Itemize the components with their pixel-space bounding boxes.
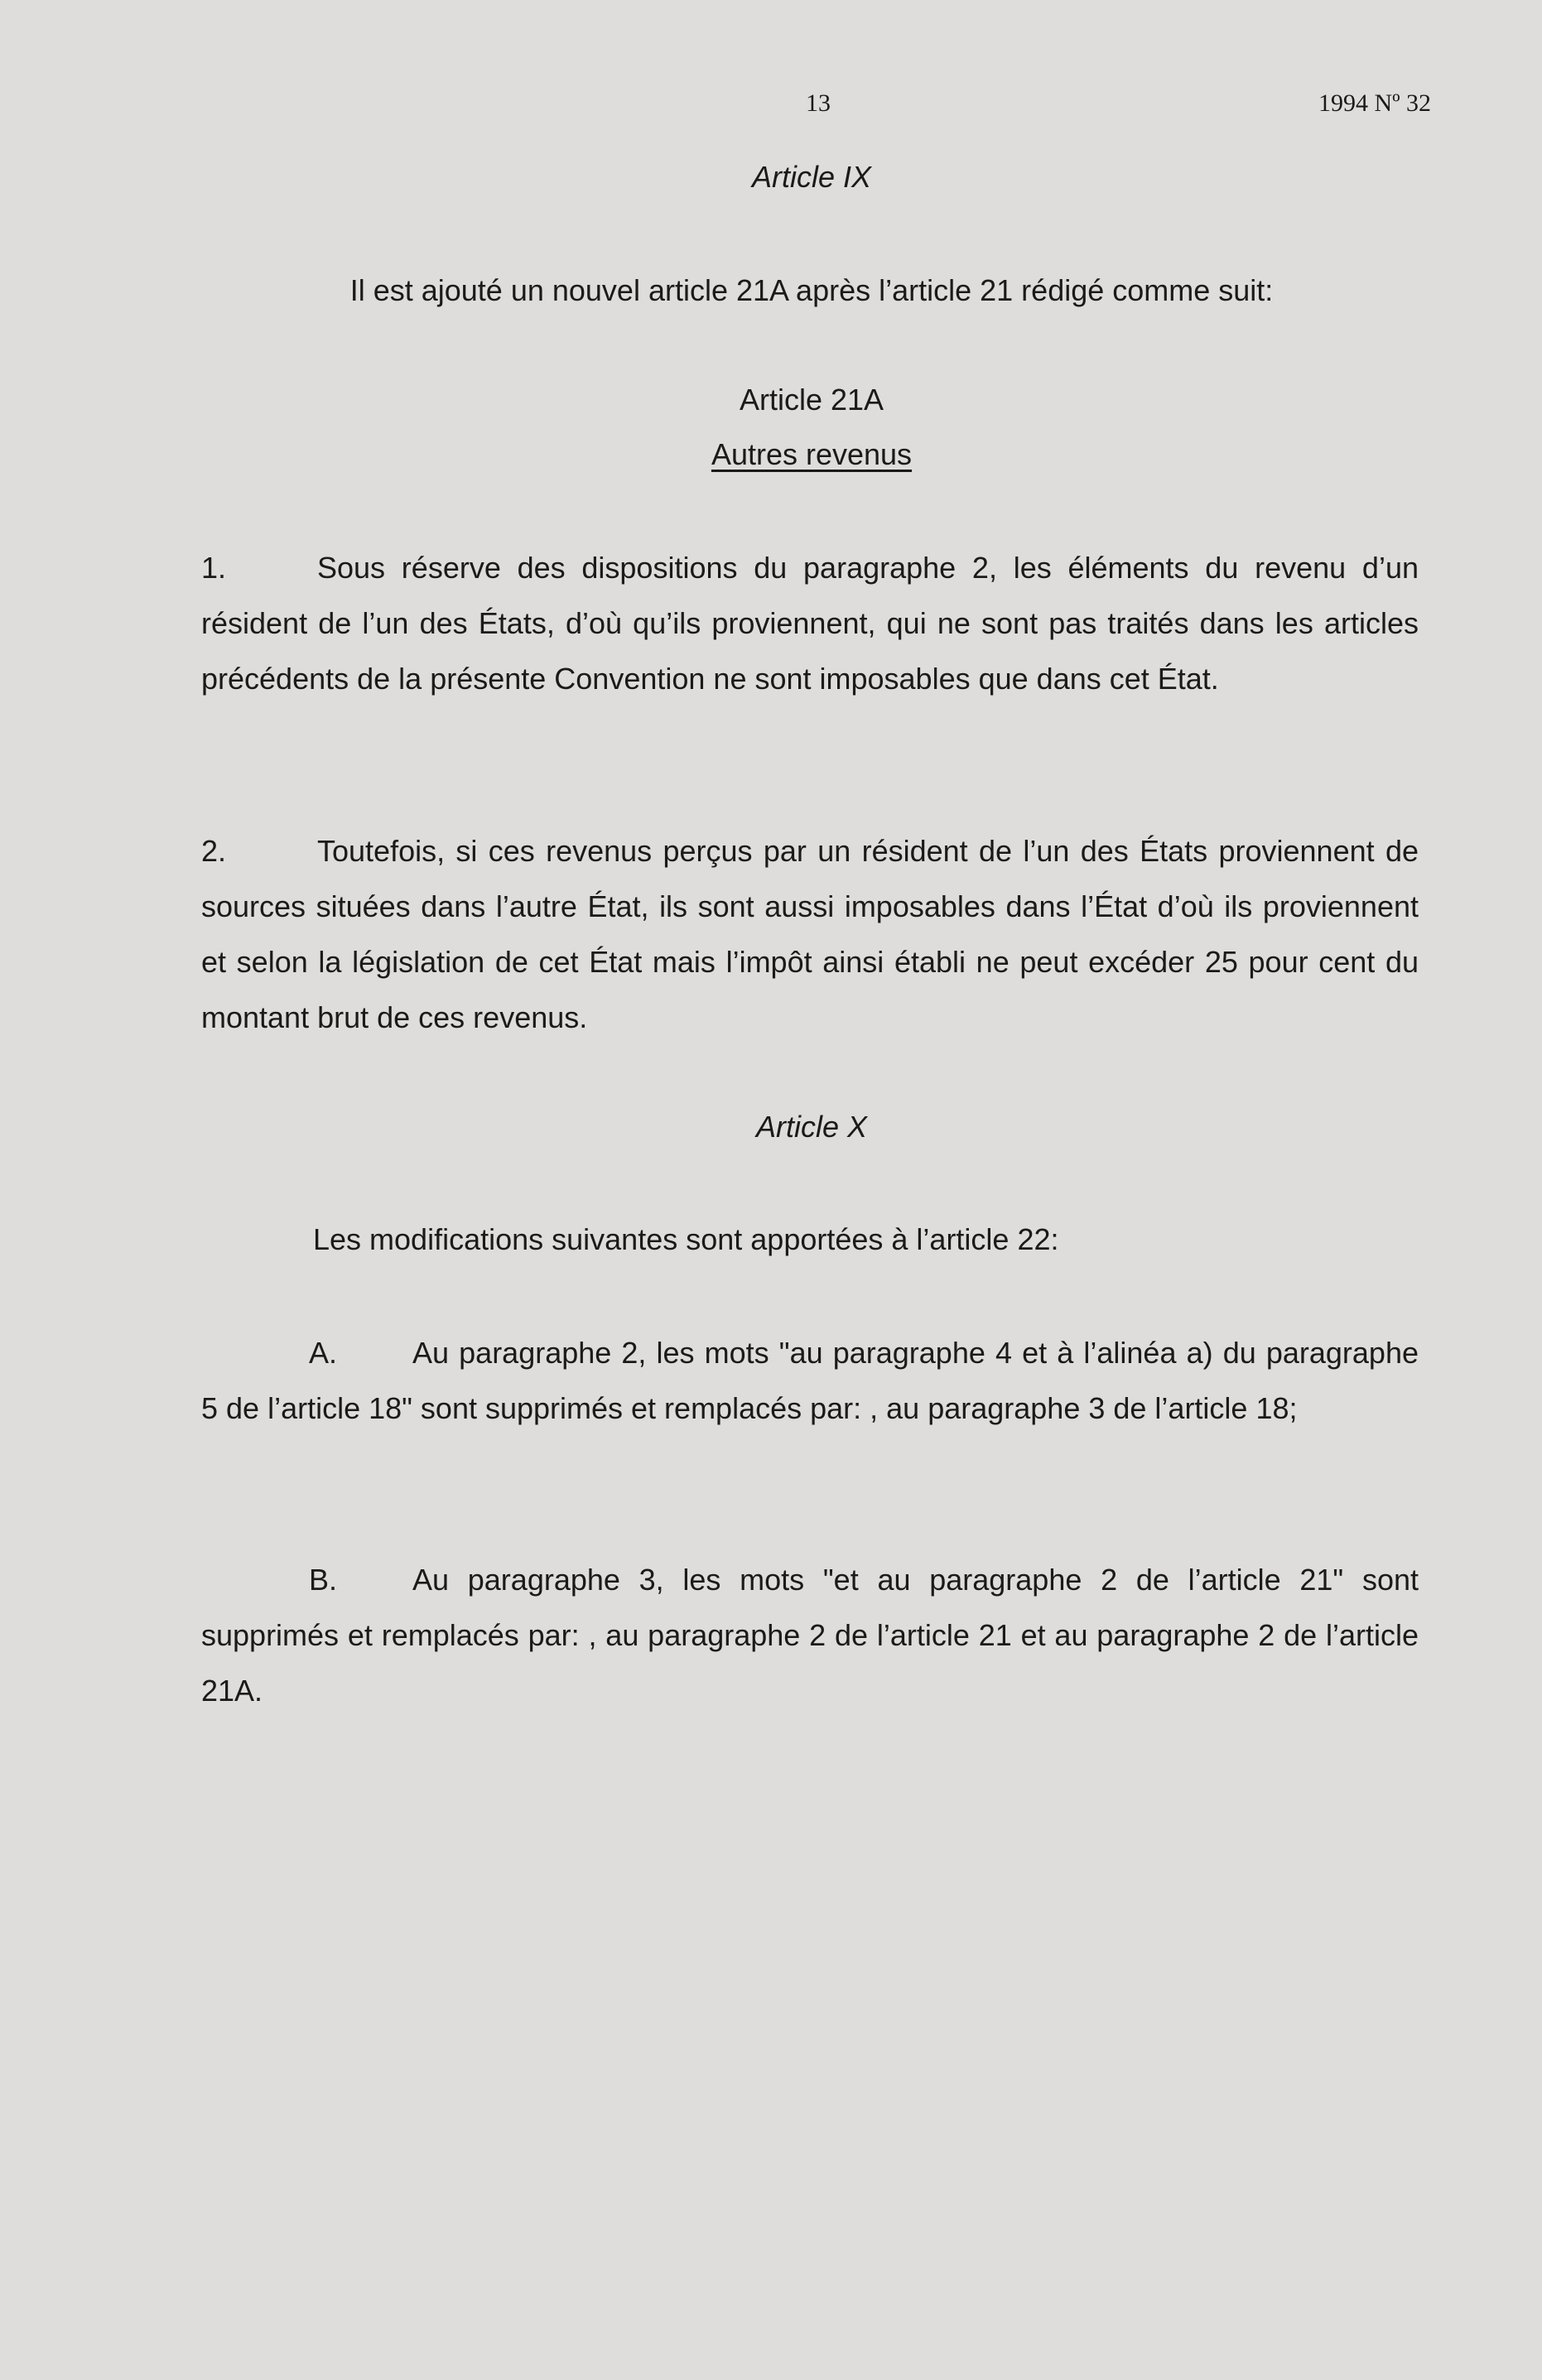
article-x-item-b bbox=[201, 1552, 1419, 1718]
paragraph-text: Toutefois, si ces revenus perçus par un résident de l’un des États proviennent de sources situées dans l’autre État, ils sont aussi imposables dans l’État d’où ils proviennent et selon la législation de cet État mais l’impôt ainsi établi ne peut excéder 25 pour cent du montant brut de ces revenus. bbox=[201, 834, 1419, 1034]
article-ix-title: Article IX bbox=[751, 160, 872, 194]
article-21a-title: Article 21A bbox=[739, 383, 884, 417]
paragraph-number: 1. bbox=[201, 551, 227, 585]
paragraph-text: Sous réserve des dispositions du paragraphe 2, les éléments du revenu d’un résident de l’un des États, d’où qu’ils proviennent, qui ne sont pas traités dans les articles précédents de la présente Convention ne sont imposables que dans cet État. bbox=[201, 551, 1419, 696]
article-ix-intro: Il est ajouté un nouvel article 21A après l’article 21 rédigé comme suit: bbox=[349, 273, 1274, 307]
document-reference: 1994 Nº 32 bbox=[1318, 89, 1431, 117]
article-21a-paragraph-2 bbox=[201, 823, 1419, 1045]
article-x-title: Article X bbox=[755, 1110, 868, 1144]
item-letter: B. bbox=[309, 1563, 338, 1597]
article-21a-paragraph-1 bbox=[201, 540, 1419, 706]
item-text: Au paragraphe 3, les mots "et au paragraphe 2 de l’article 21" sont supprimés et remplacés par: , au paragraphe 2 de l’article 21 et au paragraphe 2 de l’article 21A. bbox=[201, 1563, 1419, 1708]
page-number: 13 bbox=[806, 89, 831, 117]
item-letter: A. bbox=[309, 1336, 338, 1370]
article-x-item-a bbox=[201, 1325, 1419, 1436]
article-x-intro: Les modifications suivantes sont apportées à l’article 22: bbox=[313, 1222, 1059, 1256]
article-21a-heading: Autres revenus bbox=[711, 437, 913, 471]
item-text: Au paragraphe 2, les mots "au paragraphe 4 et à l’alinéa a) du paragraphe 5 de l’article 18" sont supprimés et remplacés par: , au paragraphe 3 de l’article 18; bbox=[201, 1336, 1419, 1425]
paragraph-number: 2. bbox=[201, 834, 227, 868]
